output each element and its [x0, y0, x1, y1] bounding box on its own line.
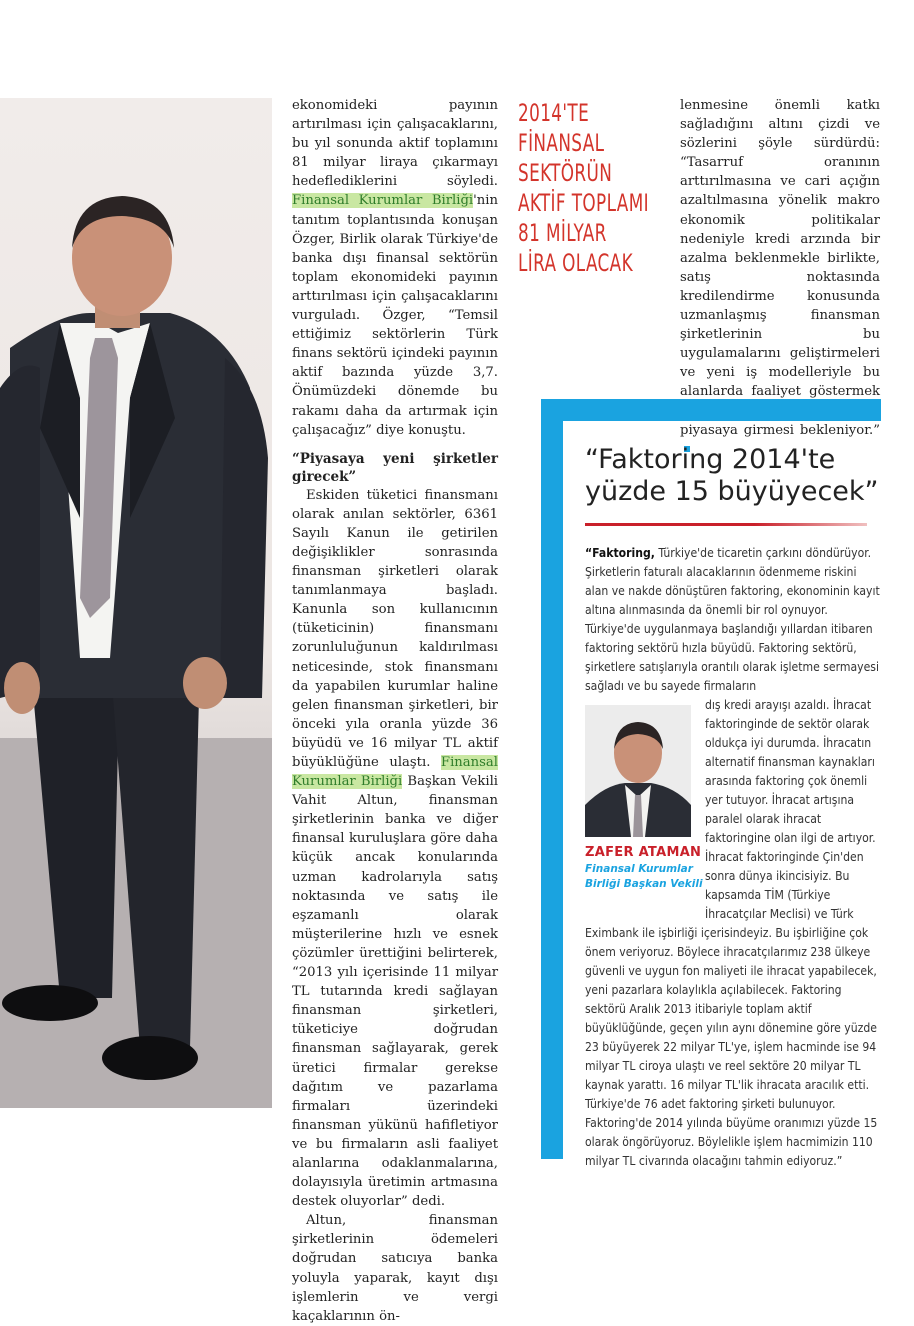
- title-divider: [585, 523, 867, 526]
- highlighted-term: Finansal Kurumlar Birliği: [292, 755, 498, 790]
- inset-portrait-photo: [585, 705, 691, 837]
- portrait-photo: [0, 98, 272, 1108]
- pull-quote: [518, 98, 649, 278]
- box-wrapped-paragraph: dış kredi arayışı azaldı. İhracat faktoringinde de sektör olarak oldukça iyi durumda. İhracatın alternatif finansman kaynakları arasında faktoring çok önemli yer tutuyor. İhracat artışına paralel olarak ihracat faktoringine olan ilgi de artıyor. İhracat faktoringinde Çin'den sonra dünya ikincisiyiz. Bu kapsamda TİM (Türkiye İhracatçılar Meclisi) ve Türk: [705, 698, 876, 921]
- paragraph-2: Eskiden tüketici finansmanı olarak anılan sektörler, 6361 Sayılı Kanun ile getirilen değişiklikler sonrasında finansman şirketleri olarak tanımlanmaya başladı. Kanunla son kullanıcının (tüketicinin) finansmanı zorunluluğunun kaldırılması neticesinde, stok finansmanı da yapabilen kurumlar haline gelen finansman şirketleri, bir önceki yıla oranla yüzde 36 büyüdü ve 16 milyar TL aktif büyüklüğüne ulaştı. Finansal Kurumlar Birliği Başkan Vekili Vahit Altun, finansman şirketlerinin banka ve diğer finansal kuruluşlara göre daha küçük ancak konularında uzman kadrolarıyla satış noktasında ve satış ile eşzamanlı olarak müşterilerine hızlı ve esnek çözümler ürettiğini belirterek, “2013 yılı içerisinde 11 milyar TL tutarında kredi sağlayan finansman şirketleri, tüketiciye doğrudan finansman sağlayarak, gerek üretici firmalar gerekse dağıtım ve pazarlama firmaları üzerindeki finansman yükünü hafifletiyor ve bu firmaların asli faaliyet alanlarına odaklanmalarına, dolayısıyla üretimin artmasına destek oluyorlar” dedi.: [292, 487, 499, 1210]
- caption-name: ZAFER ATAMAN: [585, 845, 702, 860]
- box-frame-left: [541, 399, 563, 1159]
- pull-quote-line: 81 MİLYAR: [518, 219, 607, 247]
- pull-quote-line: AKTİF TOPLAMI: [518, 189, 649, 217]
- box-tail-paragraph: Eximbank ile işbirliği içerisindeyiz. Bu işbirliğine çok önem veriyoruz. Böylece ihracatçılarımız 238 ülkeye güvenli ve uygun fon maliyeti ile ihracat yapabilecek, yeni pazarlara kolaylıkla açılabilecek. Faktoring sektörü Aralık 2013 itibariyle toplam aktif büyüklüğünde, geçen yılın aynı dönemine göre yüzde 23 büyüyerek 22 milyar TL'ye, işlem hacminde ise 94 milyar TL ciroya ulaştı ve reel sektöre 20 milyar TL kaynak yarattı. 16 milyar TL'lik ihracata aracılık etti. Türkiye'de 76 adet faktoring şirketi bulunuyor. Faktoring'de 2014 yılında büyüme oranımızı yüzde 15 olarak öngörüyoruz. Böylelikle işlem hacmimizin 110 milyar TL civarında olacağını tahmin ediyoruz.”: [585, 926, 878, 1168]
- paragraph-1: ekonomideki payının artırılması için çalışacaklarını, bu yıl sonunda aktif toplamını 81 milyar liraya çıkarmayı hedeflediklerini söyledi. Finansal Kurumlar Birliği'nin tanıtım toplantısında konuşan Özger, Birlik olarak Türkiye'de banka dışı finansal sektörün toplam ekonomideki payının arttırılması için çalışacaklarını vurguladı. Özger, “Temsil ettiğimiz sektörlerin Türk finans sektörü içindeki payının aktif bazında yüzde 3,7. Önümüzdeki dönemde bu rakamı daha da artırmak için çalışacağız” diye konuştu.: [292, 98, 498, 438]
- caption-title: Finansal Kurumlar Birliği Başkan Vekili: [585, 863, 703, 890]
- highlighted-term: Finansal Kurumlar Birliği: [292, 193, 474, 209]
- box-lead-paragraph: “Faktoring, Türkiye'de ticaretin çarkını döndürüyor. Şirketlerin faturalı alacaklarının ödenmeme riskini alan ve nakde dönüştüren faktoring, ekonominin kayıt altına alınmasında da önemli bir rol oynuyor. Türkiye'de uygulanmaya başlandığı yıllardan itibaren faktoring sektörü hızla büyüdü. Faktoring sektörü, şirketlere satışlarıyla orantılı olarak işletme sermayesi sağladı ve bu sayede firmaların: [585, 546, 880, 693]
- right-paragraph: lenmesine önemli katkı sağladığını altını çizdi ve sözlerini şöyle sürdürdü: “Tasarruf oranının arttırılmasına ve cari açığın azaltılmasına yönelik makro ekonomik politikalar nedeniyle kredi arzında bir azalma beklenmekle birlikte, satış noktasında kredilendirme konusunda uzmanlaşmış finansman şirketlerinin bu uygulamalarını geliştirmeleri ve yeni iş modelleriyle bu alanlarda faaliyet göstermek piyasaya girmesi bekleniyor.”: [680, 96, 880, 459]
- pull-quote-line: FİNANSAL: [518, 129, 605, 157]
- main-article-column: [292, 96, 498, 1326]
- subheading: “Piyasaya yeni şirketler girecek”: [292, 450, 498, 485]
- pull-quote-line: 2014'TE: [518, 99, 590, 127]
- box-frame-top: [541, 399, 881, 421]
- box-title: “Faktoring 2014'te yüzde 15 büyüyecek”: [585, 444, 879, 507]
- pull-quote-line: LİRA OLACAK: [518, 249, 634, 277]
- paragraph-3: Altun, finansman şirketlerinin ödemeleri doğrudan satıcıya banka yoluyla yaparak, kayıt dışı işlemlerin ve vergi kaçaklarının ön-: [292, 1213, 498, 1324]
- pull-quote-line: SEKTÖRÜN: [518, 159, 613, 187]
